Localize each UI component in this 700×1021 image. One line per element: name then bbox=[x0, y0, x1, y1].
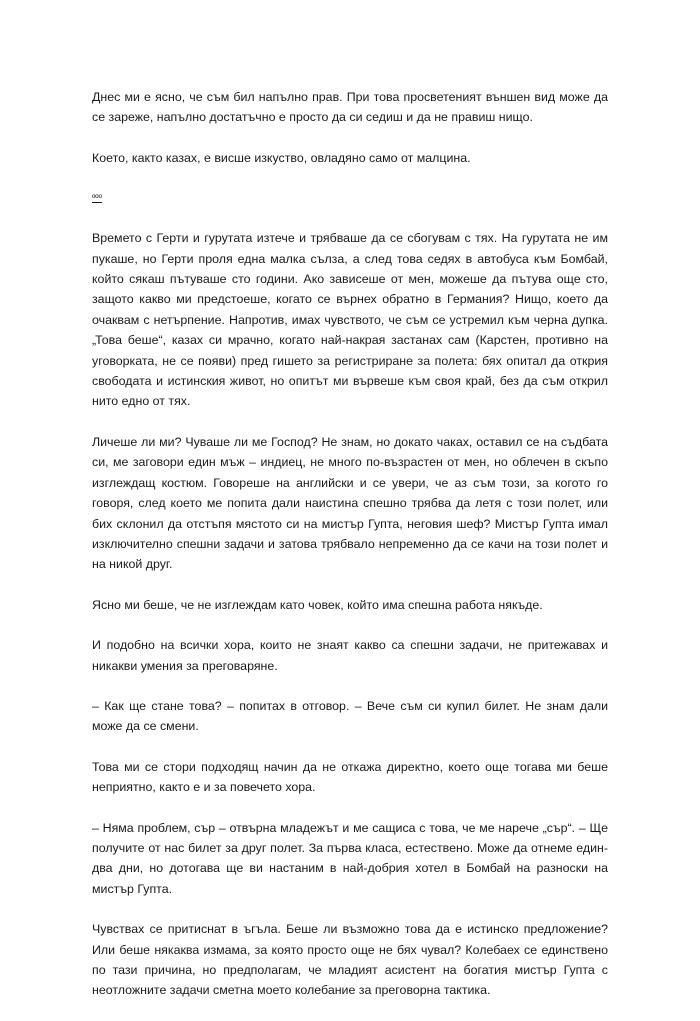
document-page bbox=[92, 87, 608, 1021]
paragraph-3: Времето с Герти и гурутата изтече и трябваше да се сбогувам с тях. На гурутата не им пукаше, но Герти проля една малка сълза, а след това седях в автобуса към Бомбай, който сякаш пътуваше сто години. Ако зависеше от мен, можеше да пътува още сто, защото какво ми предстоеше, когато се върнех обратно в Германия? Нищо, което да очаквам с нетърпение. Напротив, имах чувството, че съм се устремил към черна дупка. „Това беше“, казах си мрачно, когато най-накрая застанах сам (Карстен, противно на уговорката, не се появи) пред гишето за регистриране за полета: бях опитал да открия свободата и истинския живот, но опитът ми вървеше към своя край, без да съм открил нито едно от тях. bbox=[92, 231, 608, 409]
paragraph-7: – Как ще стане това? – попитах в отговор. – Вече съм си купил билет. Не знам дали може да се смени. bbox=[92, 698, 608, 734]
paragraph-6: И подобно на всички хора, които не знаят какво са спешни задачи, не притежавах и никакви умения за преговаряне. bbox=[92, 638, 608, 673]
paragraph-8: Това ми се стори подходящ начин да не откажа директно, което още тогава ми беше неприятно, както е и за повечето хора. bbox=[92, 759, 608, 795]
paragraph-9: – Няма проблем, сър – отвърна младежът и ме сащиса с това, че ме нарече „сър“. – Ще получите от нас билет за друг полет. За първа класа, естествено. Може да отнеме един-два дни, но дотогава ще ви настаним в най-добрия хотел в Бомбай на разноски на мистър Гупта. bbox=[92, 820, 608, 896]
paragraph-1: Днес ми е ясно, че съм бил напълно прав. При това просветеният външен вид може да се зареже, напълно достатъчно е просто да си седиш и да не правиш нищо. bbox=[92, 90, 608, 125]
paragraph-2: Което, както казах, е висше изкуство, овладяно само от малцина. bbox=[92, 150, 471, 165]
paragraph-10: Чувствах се притиснат в ъгъла. Беше ли възможно това да е истинско предложение? Или беше някаква измама, за която просто още не бях чувал? Колебаех се единствено по тази причина, но предполагам, че младият асистент на богатия мистър Гупта с неотложните задачи сметна моето колебание за преговорна тактика. bbox=[92, 922, 608, 998]
section-separator: ººº bbox=[92, 193, 102, 204]
paragraph-5: Ясно ми беше, че не изглеждам като човек, който има спешна работа някъде. bbox=[92, 597, 543, 612]
paragraph-4: Личеше ли ми? Чуваше ли ме Господ? Не знам, но докато чаках, оставил се на съдбата си, ме заговори един мъж – индиец, не много по-възрастен от мен, но облечен в скъпо изглеждащ костюм. Говореше на английски и се увери, че аз съм този, за когото го говоря, след което ме попита дали наистина спешно трябва да летя с този полет, или бих склонил да отстъпя мястото си на мистър Гупта, неговия шеф? Мистър Гупта имал изключително спешни задачи и затова трябвало непременно да се качи на този полет и на никой друг. bbox=[92, 434, 608, 572]
